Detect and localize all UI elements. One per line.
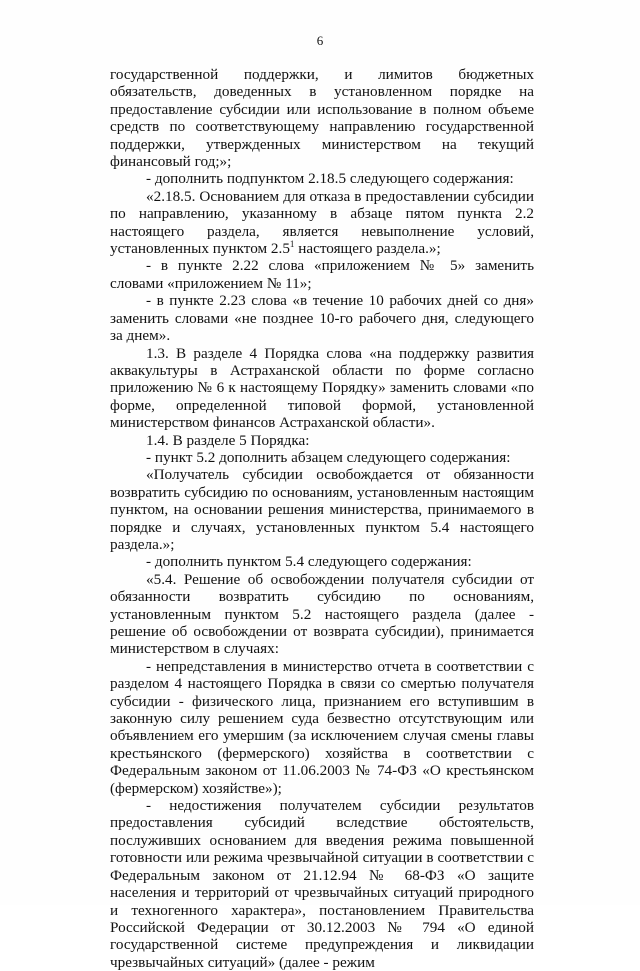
paragraph-amend-5-4: - дополнить пунктом 5.4 следующего содержания: <box>146 553 472 571</box>
paragraph-amend-2-22: - в пункте 2.22 слова «приложением № 5» заменить словами «приложением № 11»; <box>110 257 534 292</box>
superscript-1: 1 <box>289 239 295 250</box>
paragraph-continuation: государственной поддержки, и лимитов бюджетных обязательств, доведенных в установленном порядке на предоставление субсидии или использование в полном объеме средств по соответствующему направлению государственной поддержки, утвержденных министерством на текущий финансовый год;»; <box>110 66 534 171</box>
paragraph-2-18-5-before: «2.18.5. Основанием для отказа в предоставлении субсидии по направлению, указанному в абзаце пятом пункта 2.2 настоящего раздела, является невыполнение условий, установленных пунктом 2.5 <box>110 187 534 258</box>
paragraph-amend-5-2: - пункт 5.2 дополнить абзацем следующего содержания: <box>146 448 511 466</box>
paragraph-case-report: - непредставления в министерство отчета в соответствии с разделом 4 настоящего Порядка в связи со смертью получателя субсидии - физического лица, признанием его вступившим в законную силу решением суда безвестно отсутствующим или объявлением его умершим (за исключением случая смены главы крестьянского (фермерского) хозяйства в соответствии с Федеральным законом от 11.06.2003 № 74-ФЗ «О крестьянском (фермерском) хозяйстве»); <box>110 657 534 797</box>
paragraph-5-2-addition: «Получатель субсидии освобождается от обязанности возвратить субсидию по основаниям, установленным настоящим пунктом, на основании решения министерства, принимаемого в порядке и случаях, установленных пунктом 5.4 настоящего раздела.»; <box>110 466 534 553</box>
paragraph-case-emergency: - недостижения получателем субсидии результатов предоставления субсидий вследствие обстоятельств, послуживших основанием для введения режима повышенной готовности или режима чрезвычайной ситуации в соответствии с Федеральным законом от 21.12.94 № 68-ФЗ «О защите населения и территорий от чрезвычайных ситуаций природного и техногенного характера», постановлением Правительства Российской Федерации от 30.12.2003 № 794 «О единой государственной системе предупреждения и ликвидации чрезвычайных ситуаций» (далее - режим <box>110 797 534 971</box>
page-number: 6 <box>316 33 324 48</box>
paragraph-1-4: 1.4. В разделе 5 Порядка: <box>146 431 310 449</box>
paragraph-amend-2-23: - в пункте 2.23 слова «в течение 10 рабочих дней со дня» заменить словами «не позднее 10-го рабочего дня, следующего за днем». <box>110 292 534 345</box>
paragraph-2-18-5-after: настоящего раздела.»; <box>294 240 441 258</box>
paragraph-2-18-5-text <box>110 188 534 258</box>
paragraph-5-4-text: «5.4. Решение об освобождении получателя субсидии от обязанности возвратить субсидию по основаниям, установленным пунктом 5.2 настоящего раздела (далее - решение об освобождении от возврата субсидии), принимается министерством в случаях: <box>110 570 534 658</box>
paragraph-1-3: 1.3. В разделе 4 Порядка слова «на поддержку развития аквакультуры в Астраханской области по форме согласно приложению № 6 к настоящему Порядку» заменить словами «по форме, определенной типовой формой, установленной министерством финансов Астраханской области». <box>110 344 534 432</box>
document-body <box>110 66 534 971</box>
paragraph-amend-2-18-5: - дополнить подпунктом 2.18.5 следующего содержания: <box>146 170 514 188</box>
